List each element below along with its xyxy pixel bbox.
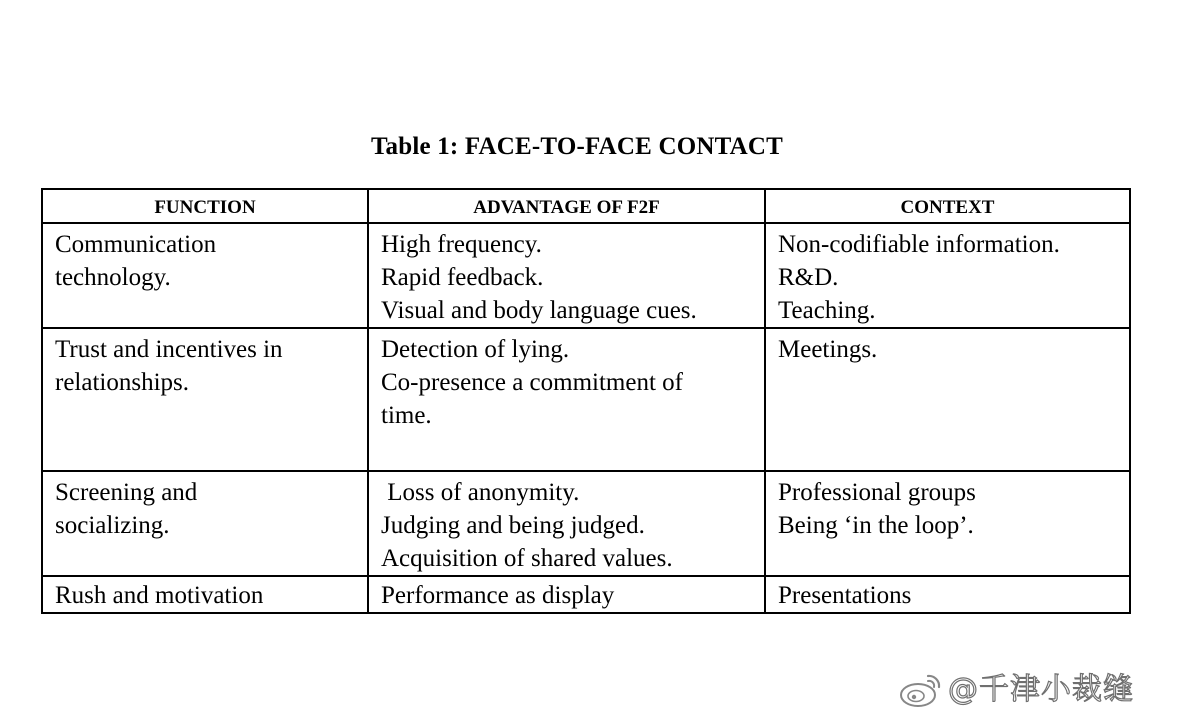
header-context: CONTEXT (765, 189, 1130, 223)
face-to-face-table (41, 188, 1131, 614)
cell-line: Judging and being judged. (381, 512, 645, 539)
weibo-logo-icon (898, 670, 944, 710)
table-header-row (42, 189, 1130, 223)
cell-line: Loss of anonymity. (381, 479, 580, 506)
cell-line: Rush and motivation (55, 582, 264, 609)
cell-line: Trust and incentives in (55, 336, 283, 363)
cell-function (42, 223, 368, 328)
cell-line: Rapid feedback. (381, 264, 544, 291)
cell-line: Meetings. (778, 336, 878, 363)
cell-function (42, 328, 368, 471)
cell-line: Being ‘in the loop’. (778, 512, 974, 539)
cell-advantage (368, 223, 765, 328)
cell-line: R&D. (778, 264, 839, 291)
cell-context (765, 471, 1130, 576)
cell-context (765, 223, 1130, 328)
table-row (42, 471, 1130, 576)
cell-line: technology. (55, 264, 171, 291)
cell-line: Professional groups (778, 479, 976, 506)
cell-line: Detection of lying. (381, 336, 570, 363)
table-row (42, 328, 1130, 471)
cell-line: Communication (55, 231, 217, 258)
cell-line: Acquisition of shared values. (381, 545, 673, 572)
watermark-text: @千津小裁缝 (948, 672, 1134, 707)
cell-advantage (368, 576, 765, 613)
cell-line: Teaching. (778, 297, 876, 324)
cell-line: Performance as display (381, 582, 615, 609)
cell-line: High frequency. (381, 231, 542, 258)
cell-context (765, 328, 1130, 471)
header-function: FUNCTION (42, 189, 368, 223)
cell-function (42, 471, 368, 576)
cell-line: Presentations (778, 582, 912, 609)
table-row (42, 576, 1130, 613)
cell-line: Non-codifiable information. (778, 231, 1060, 258)
cell-line: Visual and body language cues. (381, 297, 697, 324)
header-advantage: ADVANTAGE OF F2F (368, 189, 765, 223)
cell-line: Screening and (55, 479, 198, 506)
cell-line: relationships. (55, 369, 190, 396)
cell-line: Co-presence a commitment of (381, 369, 683, 396)
cell-line: time. (381, 402, 432, 429)
cell-context (765, 576, 1130, 613)
table-row (42, 223, 1130, 328)
table-title: Table 1: FACE-TO-FACE CONTACT (370, 133, 784, 160)
cell-line: socializing. (55, 512, 170, 539)
cell-function (42, 576, 368, 613)
watermark (898, 666, 1172, 714)
cell-advantage (368, 328, 765, 471)
cell-advantage (368, 471, 765, 576)
